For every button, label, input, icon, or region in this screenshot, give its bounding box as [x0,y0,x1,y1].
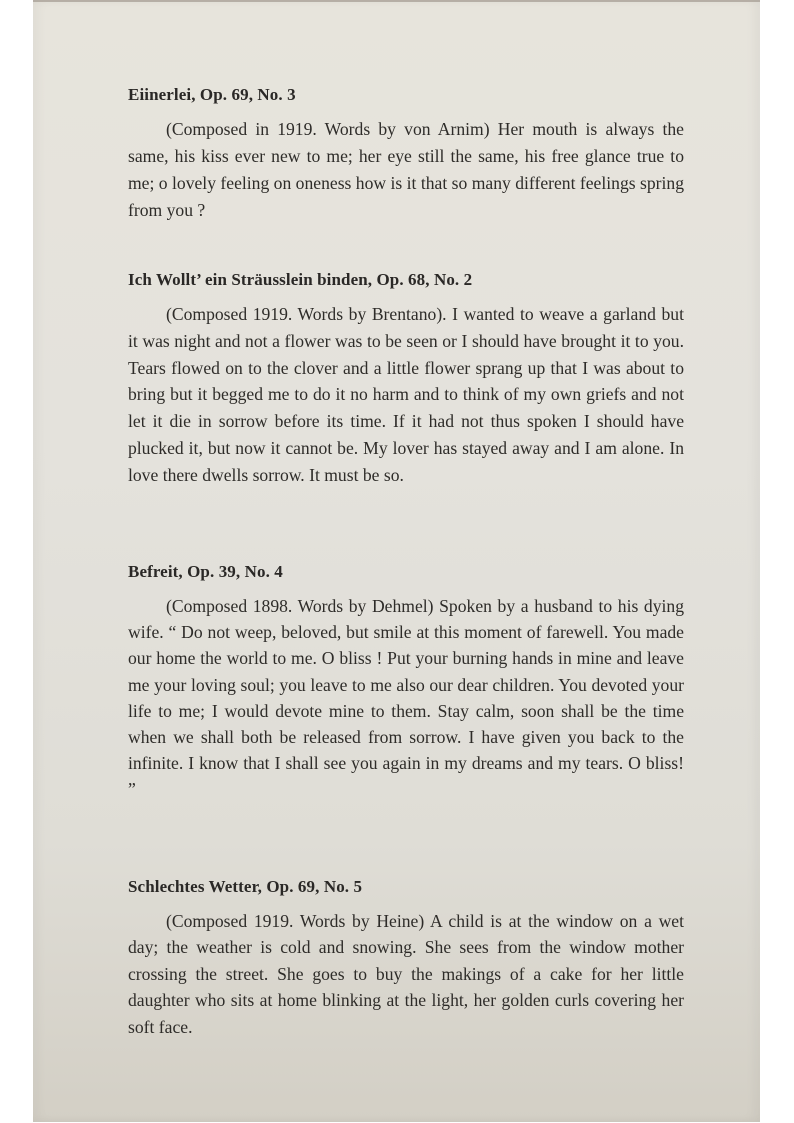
document-page [33,0,760,1122]
song-title: Schlechtes Wetter, Op. 69, No. 5 [128,877,363,896]
song-title: Ich Wollt’ ein Sträusslein binden, Op. 68, No. 2 [128,270,473,289]
song-description: (Composed 1919. Words by Heine) A child is at the window on a wet day; the weather is cold and snowing. She sees from the window mother crossing the street. She goes to buy the makings of a cake for her little daughter who sits at home blinking at the light, her golden curls covering her soft face. [128,911,684,1037]
song-section-strausslein [128,269,684,489]
song-title: Befreit, Op. 39, No. 4 [128,562,283,581]
song-description: (Composed in 1919. Words by von Arnim) Her mouth is always the same, his kiss ever new to me; her eye still the same, his free glance true to me; o lovely feeling on oneness how is it that so many different feelings spring from you ? [128,119,684,220]
song-section-einerlei [128,84,684,224]
page-edge [33,0,760,2]
song-title: Eiinerlei, Op. 69, No. 3 [128,85,296,104]
song-section-schlechtes-wetter [128,876,684,1040]
song-description: (Composed 1898. Words by Dehmel) Spoken by a husband to his dying wife. “ Do not weep, beloved, but smile at this moment of farewell. You made our home the world to me. O bliss ! Put your burning hands in mine and leave me your loving soul; you leave to me also our dear children. You devoted your life to me; I would devote mine to them. Stay calm, soon shall be the time when we shall both be released from sorrow. I have given you back to the infinite. I know that I shall see you again in my dreams and my tears. O bliss! ” [128,596,684,800]
song-description: (Composed 1919. Words by Brentano). I wanted to weave a garland but it was night and not a flower was to be seen or I should have brought it to you. Tears flowed on to the clover and a little flower sprang up that I was about to bring but it begged me to do it no harm and to think of my own griefs and not let it die in sorrow before its time. If it had not thus spoken I should have plucked it, but now it cannot be. My lover has stayed away and I am alone. In love there dwells sorrow. It must be so. [128,304,684,485]
song-section-befreit [128,561,684,803]
